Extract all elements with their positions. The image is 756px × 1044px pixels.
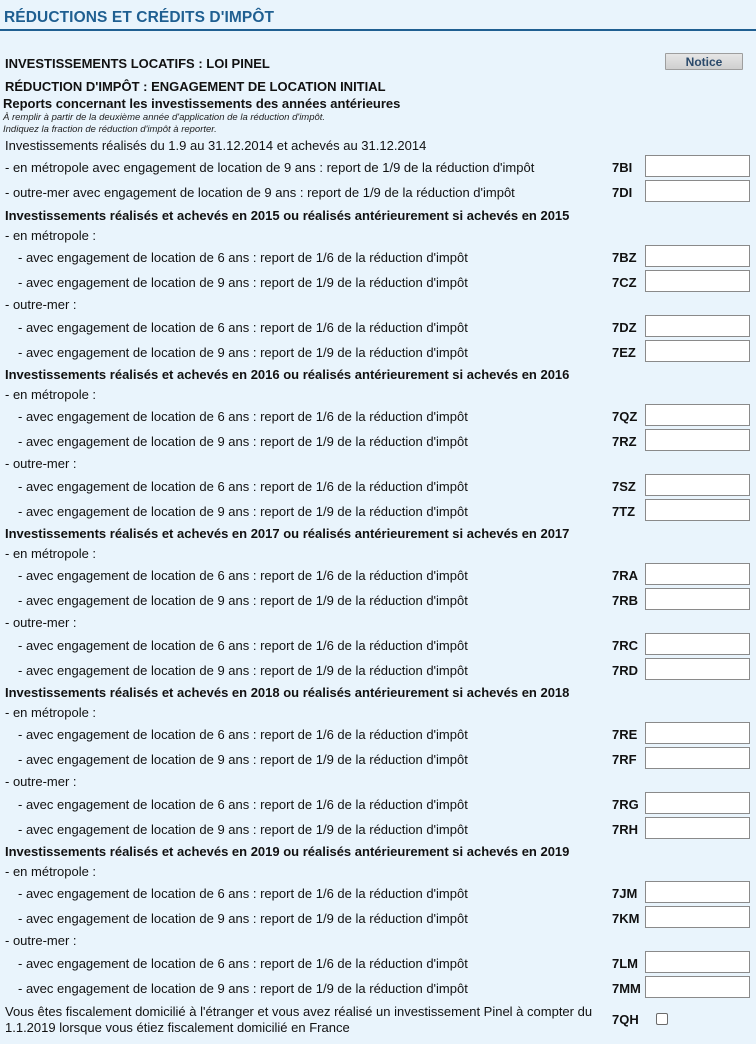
code-7di: 7DI [612, 185, 633, 200]
code-7sz: 7SZ [612, 479, 636, 494]
outremer-label: - outre-mer : [5, 774, 77, 789]
row-label: - avec engagement de location de 9 ans : report de 1/9 de la réduction d'impôt [18, 504, 468, 519]
code-7mm: 7MM [612, 981, 641, 996]
outremer-label: - outre-mer : [5, 615, 77, 630]
input-7qz[interactable] [645, 404, 750, 426]
year-heading: Investissements réalisés et achevés en 2017 ou réalisés antérieurement si achevés en 2017 [5, 526, 570, 541]
input-7sz[interactable] [645, 474, 750, 496]
outremer-label: - outre-mer : [5, 933, 77, 948]
input-7jm[interactable] [645, 881, 750, 903]
code-7lm: 7LM [612, 956, 638, 971]
code-7bz: 7BZ [612, 250, 637, 265]
row-label: - avec engagement de location de 9 ans : report de 1/9 de la réduction d'impôt [18, 593, 468, 608]
input-7mm[interactable] [645, 976, 750, 998]
code-7jm: 7JM [612, 886, 638, 901]
header-divider [0, 29, 756, 31]
code-7ez: 7EZ [612, 345, 636, 360]
code-7rf: 7RF [612, 752, 637, 767]
input-7km[interactable] [645, 906, 750, 928]
domicile-etranger-checkbox[interactable] [656, 1013, 668, 1025]
input-7bz[interactable] [645, 245, 750, 267]
period-2014-label: Investissements réalisés du 1.9 au 31.12.2014 et achevés au 31.12.2014 [5, 138, 427, 153]
row-label: - avec engagement de location de 9 ans : report de 1/9 de la réduction d'impôt [18, 345, 468, 360]
code-7qz: 7QZ [612, 409, 638, 424]
metropole-label: - en métropole : [5, 864, 97, 879]
year-heading: Investissements réalisés et achevés en 2016 ou réalisés antérieurement si achevés en 2016 [5, 367, 570, 382]
code-7rd: 7RD [612, 663, 639, 678]
code-7rg: 7RG [612, 797, 639, 812]
input-7rc[interactable] [645, 633, 750, 655]
row-label: - avec engagement de location de 6 ans : report de 1/6 de la réduction d'impôt [18, 250, 468, 265]
code-7tz: 7TZ [612, 504, 636, 519]
input-7ez[interactable] [645, 340, 750, 362]
input-7tz[interactable] [645, 499, 750, 521]
code-7rc: 7RC [612, 638, 639, 653]
input-7dz[interactable] [645, 315, 750, 337]
year-heading: Investissements réalisés et achevés en 2019 ou réalisés antérieurement si achevés en 2019 [5, 844, 570, 859]
code-7rz: 7RZ [612, 434, 637, 449]
row-label: - avec engagement de location de 9 ans : report de 1/9 de la réduction d'impôt [18, 822, 468, 837]
input-7ra[interactable] [645, 563, 750, 585]
input-7rh[interactable] [645, 817, 750, 839]
year-heading: Investissements réalisés et achevés en 2018 ou réalisés antérieurement si achevés en 2018 [5, 685, 570, 700]
domicile-etranger-label: Vous êtes fiscalement domicilié à l'étranger et vous avez réalisé un investissement Pinel à compter du 1.1.2019 lorsque vous étiez fiscalement domicilié en France [5, 1004, 593, 1035]
input-7rb[interactable] [645, 588, 750, 610]
section-title: INVESTISSEMENTS LOCATIFS : LOI PINEL [5, 56, 270, 71]
outremer-label: - outre-mer : [5, 297, 77, 312]
input-7cz[interactable] [645, 270, 750, 292]
page-header [0, 0, 756, 30]
row-label: - avec engagement de location de 6 ans : report de 1/6 de la réduction d'impôt [18, 479, 468, 494]
year-heading: Investissements réalisés et achevés en 2015 ou réalisés antérieurement si achevés en 2015 [5, 208, 570, 223]
row-label: - avec engagement de location de 6 ans : report de 1/6 de la réduction d'impôt [18, 956, 468, 971]
note-line-1: À remplir à partir de la deuxième année d'application de la réduction d'impôt. [3, 112, 326, 123]
input-7lm[interactable] [645, 951, 750, 973]
input-7di[interactable] [645, 180, 750, 202]
metropole-label: - en métropole : [5, 705, 97, 720]
input-7rg[interactable] [645, 792, 750, 814]
row-label: - avec engagement de location de 9 ans : report de 1/9 de la réduction d'impôt [18, 275, 468, 290]
row-label: - avec engagement de location de 6 ans : report de 1/6 de la réduction d'impôt [18, 886, 468, 901]
code-7bi: 7BI [612, 160, 633, 175]
outremer-label: - outre-mer : [5, 456, 77, 471]
input-7rz[interactable] [645, 429, 750, 451]
code-7rh: 7RH [612, 822, 639, 837]
row-label: - outre-mer avec engagement de location de 9 ans : report de 1/9 de la réduction d'impôt [5, 185, 515, 200]
code-7km: 7KM [612, 911, 640, 926]
row-label: - avec engagement de location de 6 ans : report de 1/6 de la réduction d'impôt [18, 727, 468, 742]
row-label: - avec engagement de location de 9 ans : report de 1/9 de la réduction d'impôt [18, 981, 468, 996]
note-line-2: Indiquez la fraction de réduction d'impôt à reporter. [3, 124, 217, 135]
row-label: - avec engagement de location de 9 ans : report de 1/9 de la réduction d'impôt [18, 911, 468, 926]
row-label: - avec engagement de location de 6 ans : report de 1/6 de la réduction d'impôt [18, 638, 468, 653]
code-7qh: 7QH [612, 1012, 639, 1027]
input-7re[interactable] [645, 722, 750, 744]
code-7dz: 7DZ [612, 320, 637, 335]
code-7rb: 7RB [612, 593, 639, 608]
metropole-label: - en métropole : [5, 228, 97, 243]
row-label: - avec engagement de location de 6 ans : report de 1/6 de la réduction d'impôt [18, 568, 468, 583]
input-7rf[interactable] [645, 747, 750, 769]
code-7ra: 7RA [612, 568, 639, 583]
code-7cz: 7CZ [612, 275, 637, 290]
row-label: - avec engagement de location de 6 ans : report de 1/6 de la réduction d'impôt [18, 320, 468, 335]
reports-title: Reports concernant les investissements des années antérieures [3, 96, 401, 111]
metropole-label: - en métropole : [5, 546, 97, 561]
row-label: - avec engagement de location de 9 ans : report de 1/9 de la réduction d'impôt [18, 752, 468, 767]
row-label: - avec engagement de location de 6 ans : report de 1/6 de la réduction d'impôt [18, 797, 468, 812]
input-7rd[interactable] [645, 658, 750, 680]
row-label: - en métropole avec engagement de location de 9 ans : report de 1/9 de la réduction d'impôt [5, 160, 535, 175]
code-7re: 7RE [612, 727, 638, 742]
page-title: RÉDUCTIONS ET CRÉDITS D'IMPÔT [4, 9, 275, 26]
row-label: - avec engagement de location de 9 ans : report de 1/9 de la réduction d'impôt [18, 663, 468, 678]
input-7bi[interactable] [645, 155, 750, 177]
metropole-label: - en métropole : [5, 387, 97, 402]
notice-button[interactable]: Notice [665, 53, 743, 70]
row-label: - avec engagement de location de 6 ans : report de 1/6 de la réduction d'impôt [18, 409, 468, 424]
row-label: - avec engagement de location de 9 ans : report de 1/9 de la réduction d'impôt [18, 434, 468, 449]
section-subtitle: RÉDUCTION D'IMPÔT : ENGAGEMENT DE LOCATION INITIAL [5, 79, 386, 94]
